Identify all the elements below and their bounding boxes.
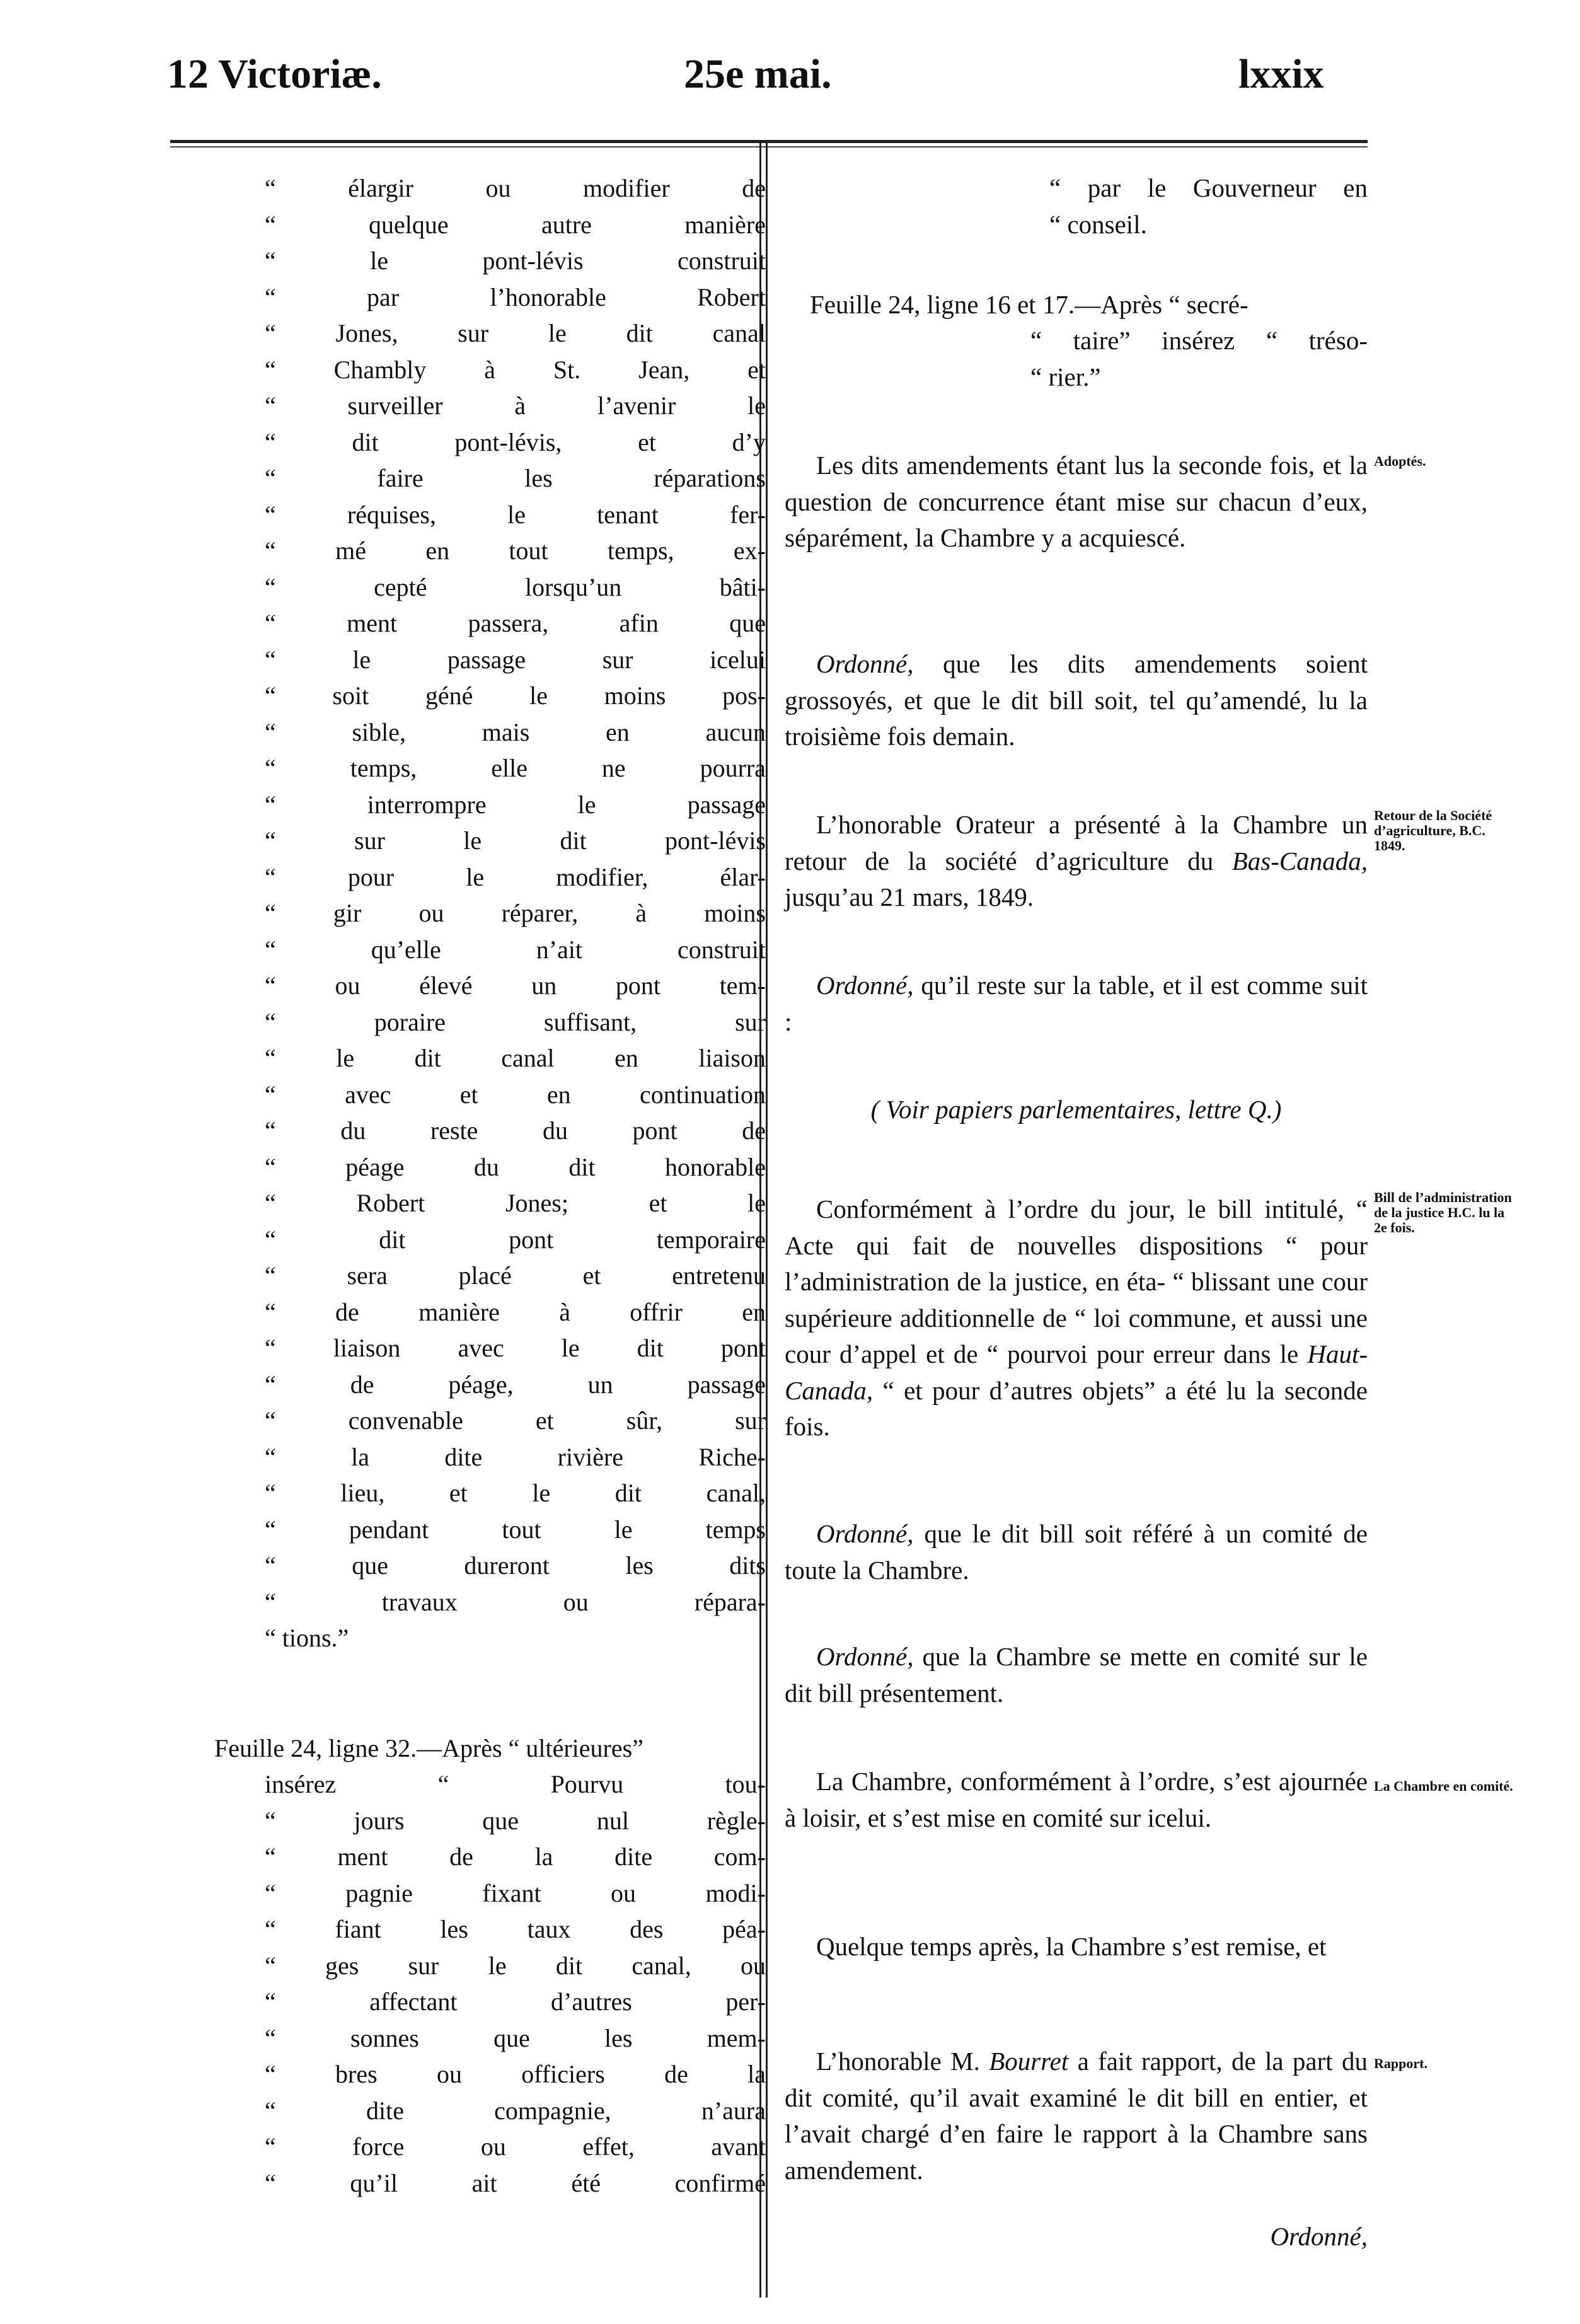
quote-line: “ mé en tout temps, ex- xyxy=(265,536,766,565)
paragraph-retour xyxy=(785,807,1368,916)
quote-line: “ qu’il ait été confirmé xyxy=(265,2168,766,2197)
paragraph-text: Les dits amendements étant lus la seconde fois, et la question de concurrence étant mise sur chacun d’eux, séparément, la Chambre y a acquiescé. xyxy=(785,451,1368,552)
quote-line: “ affectant d’autres per- xyxy=(265,1987,766,2016)
quote-line: “ pour le modifier, élar- xyxy=(265,862,766,891)
paragraph-chambre-comite xyxy=(785,1764,1368,1836)
quote-line: “ jours que nul règle- xyxy=(265,1806,766,1835)
paragraph-ordonne-4 xyxy=(785,1639,1368,1711)
quote-line: “ surveiller à l’avenir le xyxy=(265,391,766,420)
quote-line: “ force ou effet, avant xyxy=(265,2132,766,2161)
right-column xyxy=(785,170,1368,2301)
header-rule-thin xyxy=(170,146,1368,147)
quote-line: “ cepté lorsqu’un bâti- xyxy=(265,572,766,601)
paragraph-ordonne-2 xyxy=(785,968,1368,1040)
margin-note-rapport: Rapport. xyxy=(1374,2055,1427,2071)
quote-line: “ fiant les taux des péa- xyxy=(265,1915,766,1943)
quote-line: “ le pont-lévis construit xyxy=(265,246,766,275)
paragraph-rapport xyxy=(785,2044,1368,2188)
catchword: Ordonné, xyxy=(1270,2222,1368,2251)
quote-line: “ sera placé et entretenu xyxy=(265,1261,766,1290)
paragraph-text: qu’il reste sur la table, et il est comme suit : xyxy=(785,971,1368,1036)
quote-line: “ péage du dit honorable xyxy=(265,1152,766,1181)
left-quote-block xyxy=(265,170,766,1656)
quote-line: “ travaux ou répara- xyxy=(265,1587,766,1616)
quote-line: “ lieu, et le dit canal, xyxy=(265,1479,766,1507)
quote-line: “ par le Gouverneur en xyxy=(1049,173,1368,202)
margin-note-chambre: La Chambre en comité. xyxy=(1374,1778,1513,1794)
column-divider-inner xyxy=(766,142,768,2298)
quote-line: “ sonnes que les mem- xyxy=(265,2023,766,2052)
header-page-number: lxxix xyxy=(1238,51,1324,97)
paragraph-text: Quelque temps après, la Chambre s’est remise, et xyxy=(816,1932,1327,1961)
paragraph-text: La Chambre, conformément à l’ordre, s’est ajournée à loisir, et s’est mise en comité sur icelui. xyxy=(785,1767,1368,1832)
quote-line: “ réquises, le tenant fer- xyxy=(265,500,766,529)
quote-line: “ le passage sur icelui xyxy=(265,645,766,674)
paragraph-text: Conformément à l’ordre du jour, le bill intitulé, “ Acte qui fait de nouvelles dispositions “ pour l’administration de la justice, en éta- “ blissant une cour supérieure additionnelle de “ loi commune, et aussi une cour d’appel et de “ pourvoi pour erreur dans le xyxy=(785,1194,1368,1368)
paragraph-quelque-temps xyxy=(785,1929,1368,1965)
paragraph-text: “ et pour d’autres objets” a été lu la seconde fois. xyxy=(785,1375,1368,1441)
quote-line: “ qu’elle n’ait construit xyxy=(265,935,766,964)
paragraph-text: que la Chambre se mette en comité sur le dit bill présentement. xyxy=(785,1642,1368,1708)
quote-line: “ pagnie fixant ou modi- xyxy=(265,1878,766,1907)
feuille-32-heading: Feuille 24, ligne 32.—Après “ ultérieures” xyxy=(214,1734,643,1762)
margin-note-retour: Retour de la Société d’agriculture, B.C. 1849. xyxy=(1374,807,1492,853)
quote-line: “ soit géné le moins pos- xyxy=(265,681,766,710)
quote-line: “ avec et en continuation xyxy=(265,1080,766,1109)
quote-line: “ tions.” xyxy=(265,1624,349,1652)
quote-line: “ ment de la dite com- xyxy=(265,1842,766,1871)
place-name: Bas-Canada, xyxy=(1231,846,1368,876)
quote-line: “ faire les réparations xyxy=(265,464,766,492)
quote-line: “ par l’honorable Robert xyxy=(265,282,766,311)
voir-papiers: ( Voir papiers parlementaires, lettre Q.) xyxy=(870,1095,1282,1124)
paragraph-bill xyxy=(785,1191,1368,1445)
margin-note-bill: Bill de l’administration de la justice H.C. lu la 2e fois. xyxy=(1374,1189,1512,1235)
ordonne-label: Ordonné, xyxy=(816,971,914,1000)
quote-line: “ Robert Jones; et le xyxy=(265,1189,766,1217)
paragraph-text: que le dit bill soit référé à un comité de toute la Chambre. xyxy=(785,1519,1368,1585)
quote-line: “ rier.” xyxy=(1030,362,1101,391)
paragraph-ordonne-3 xyxy=(785,1516,1368,1588)
paragraph-text: L’honorable Orateur a présenté à la Chambre un retour de la société d’agriculture du xyxy=(785,810,1368,876)
paragraph-text: a fait rapport, de la part du dit comité, qu’il avait examiné le dit bill en entier, et l’avait chargé d’en faire le rapport à la Chambre sans amendement. xyxy=(785,2047,1368,2185)
quote-line: “ poraire suffisant, sur xyxy=(265,1007,766,1036)
ordonne-label: Ordonné, xyxy=(816,1642,914,1671)
quote-line: “ ges sur le dit canal, ou xyxy=(265,1951,766,1980)
quote-line: “ de manière à offrir en xyxy=(265,1297,766,1326)
right-top-quote xyxy=(1049,170,1368,243)
quote-line: insérez “ Pourvu tou- xyxy=(265,1770,766,1798)
quote-line: “ de péage, un passage xyxy=(265,1370,766,1399)
quote-line: “ liaison avec le dit pont xyxy=(265,1334,766,1362)
quote-line: “ dit pont temporaire xyxy=(265,1225,766,1254)
quote-line: “ sur le dit pont-lévis xyxy=(265,826,766,855)
quote-line: “ Chambly à St. Jean, et xyxy=(265,355,766,384)
quote-line: “ interrompre le passage xyxy=(265,790,766,819)
quote-line: “ ou élevé un pont tem- xyxy=(265,971,766,1000)
paragraph-adoptes xyxy=(785,448,1368,557)
paragraph-ordonne-1 xyxy=(785,646,1368,755)
place-name: Haut-Canada, xyxy=(785,1339,1368,1405)
quote-line: “ conseil. xyxy=(1049,209,1147,239)
running-header xyxy=(0,44,1580,101)
ordonne-label: Ordonné, xyxy=(816,649,914,678)
header-date: 25e mai. xyxy=(684,51,832,97)
paragraph-text: jusqu’au 21 mars, 1849. xyxy=(785,882,1034,911)
quote-line: “ quelque autre manière xyxy=(265,210,766,239)
header-regnal-year: 12 Victoriæ. xyxy=(167,51,382,97)
quote-line: “ la dite rivière Riche- xyxy=(265,1442,766,1471)
paragraph-text: L’honorable M. xyxy=(816,2047,989,2076)
quote-line: “ sible, mais en aucun xyxy=(265,717,766,746)
person-name: Bourret xyxy=(989,2047,1069,2076)
quote-line: “ bres ou officiers de la xyxy=(265,2060,766,2088)
margin-note-adoptes: Adoptés. xyxy=(1374,453,1426,469)
quote-line: “ temps, elle ne pourra xyxy=(265,754,766,782)
quote-line: “ du reste du pont de xyxy=(265,1116,766,1145)
quote-line: “ taire” insérez “ tréso- xyxy=(1030,326,1368,355)
ordonne-label: Ordonné, xyxy=(816,1519,914,1548)
quote-line: “ ment passera, afin que xyxy=(265,609,766,637)
feuille-32-quote-block xyxy=(265,1766,766,2201)
quote-line: “ que dureront les dits xyxy=(265,1551,766,1580)
paragraph-text: que les dits amendements soient grossoyés, et que le dit bill soit, tel qu’amendé, lu la troisième fois demain. xyxy=(785,649,1368,751)
quote-line: “ élargir ou modifier de xyxy=(265,174,766,202)
header-rule xyxy=(170,140,1368,143)
quote-line: “ convenable et sûr, sur xyxy=(265,1406,766,1435)
quote-line: “ gir ou réparer, à moins xyxy=(265,899,766,927)
quote-line: “ Jones, sur le dit canal xyxy=(265,319,766,347)
quote-line: “ pendant tout le temps xyxy=(265,1515,766,1544)
feuille-24-quote xyxy=(1030,323,1368,395)
quote-line: “ dite compagnie, n’aura xyxy=(265,2096,766,2125)
quote-line: “ dit pont-lévis, et d’y xyxy=(265,427,766,456)
feuille-24-heading: Feuille 24, ligne 16 et 17.—Après “ secré- xyxy=(810,290,1248,319)
quote-line: “ le dit canal en liaison xyxy=(265,1044,766,1072)
